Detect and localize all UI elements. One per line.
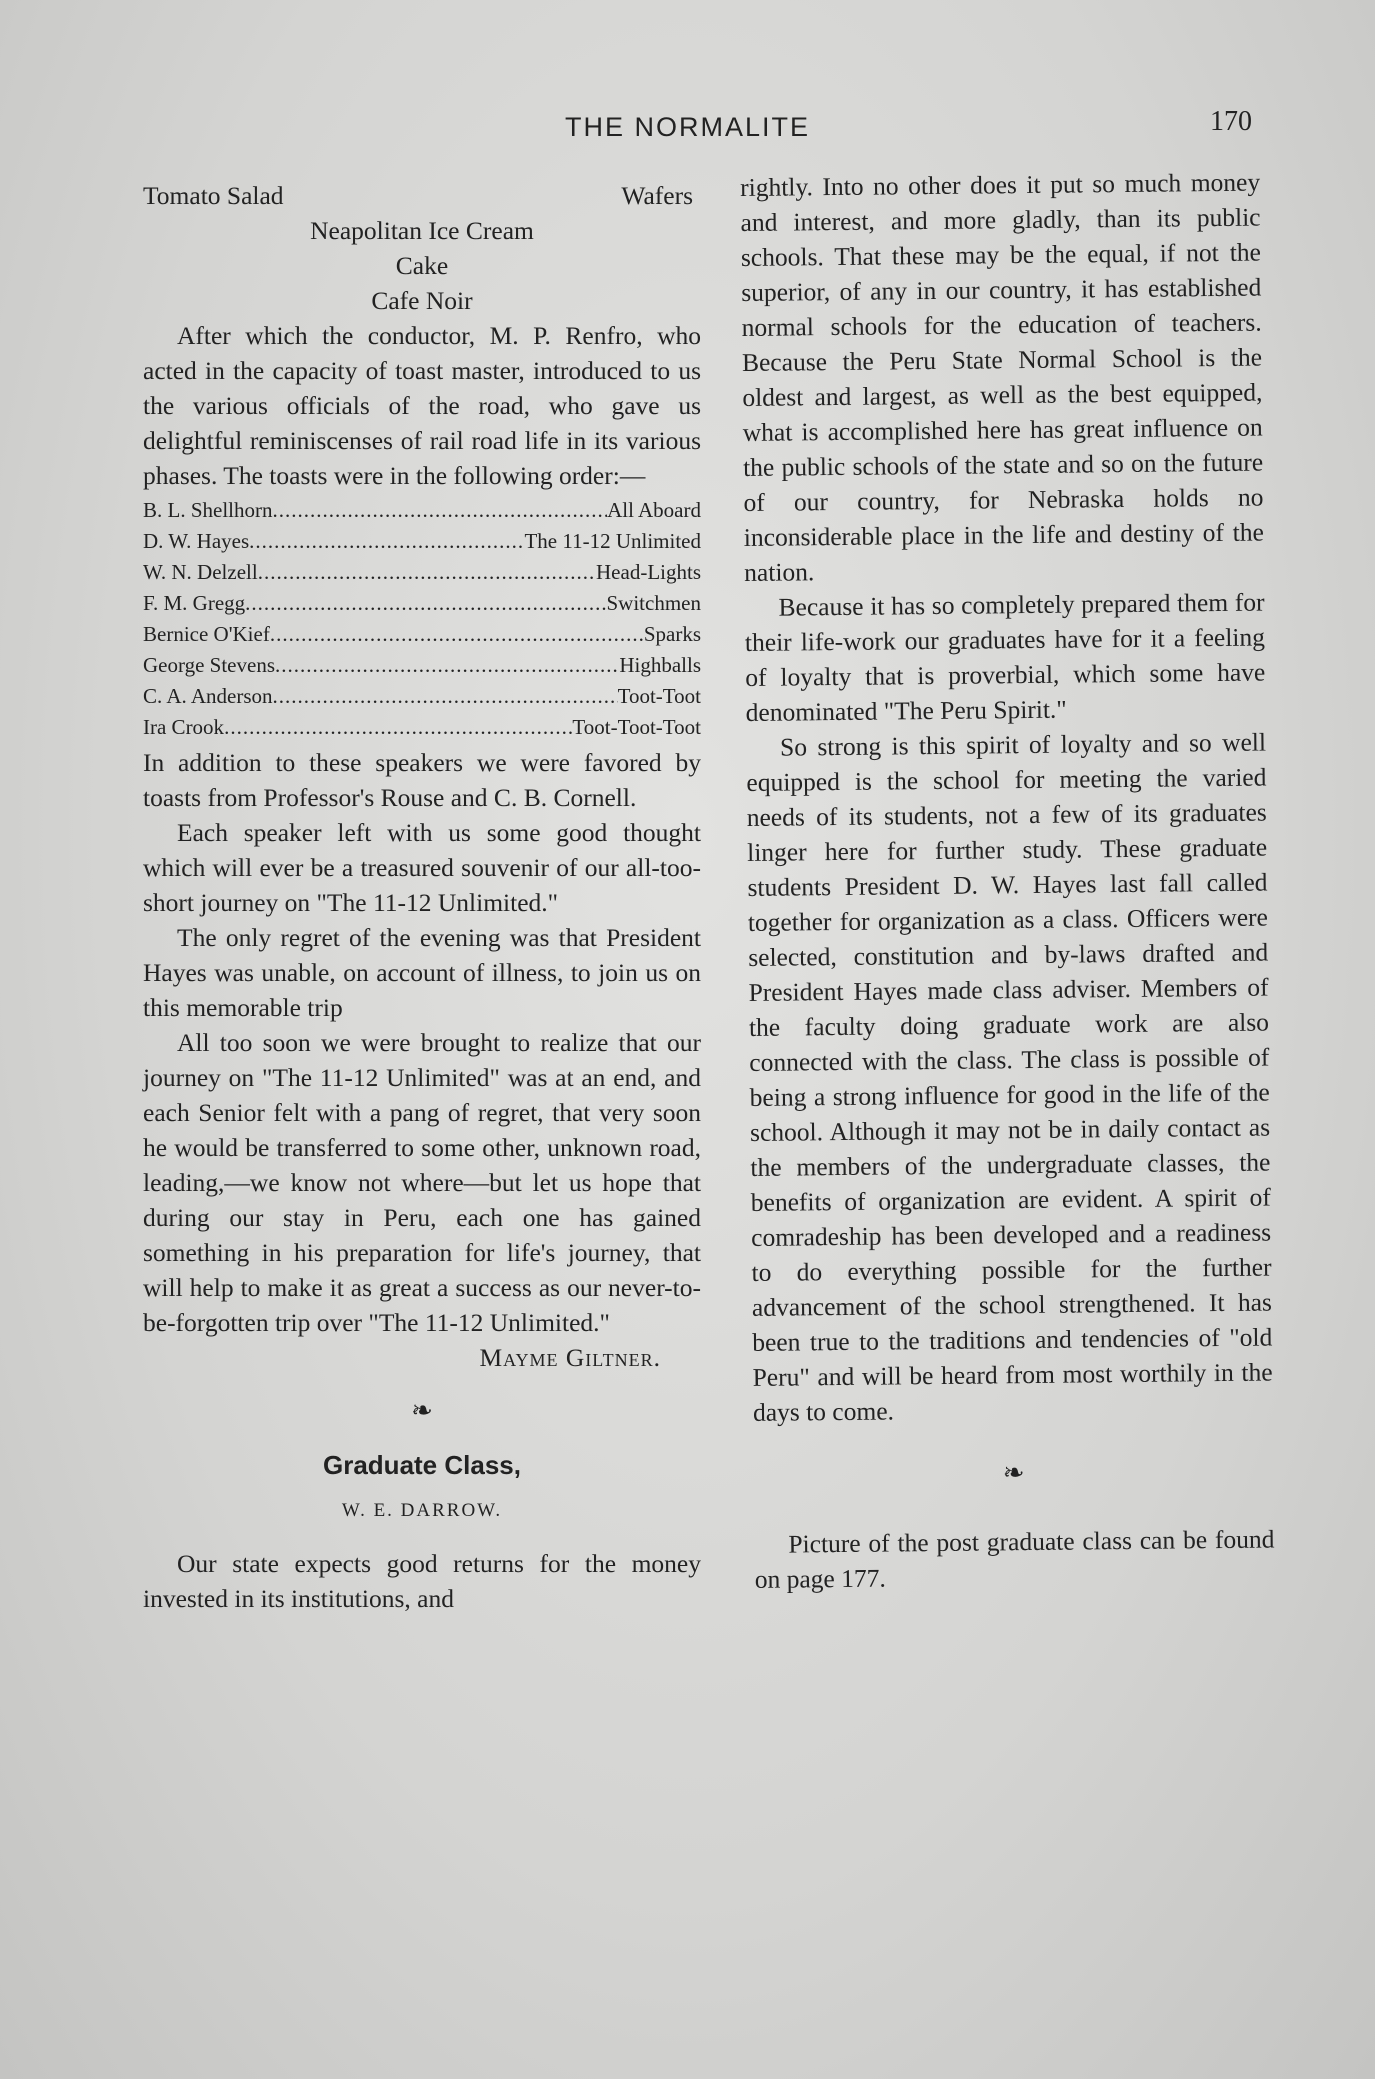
toast-row <box>143 712 701 743</box>
toast-title: Sparks <box>643 622 701 646</box>
paragraph: Because it has so completely prepared them for their life-work our graduates have for it a feeling of loyalty that is proverbial, which some have denominated "The Peru Spirit." <box>744 587 1266 727</box>
toast-speaker: D. W. Hayes <box>143 529 250 553</box>
toast-title: Switchmen <box>606 591 701 615</box>
toast-list <box>143 495 701 743</box>
toast-row <box>143 681 701 712</box>
running-header: THE NORMALITE <box>564 112 811 142</box>
menu-row <box>143 178 701 213</box>
toast-speaker: Bernice O'Kief <box>143 622 270 646</box>
toast-row <box>143 495 701 526</box>
toast-row <box>143 588 701 619</box>
left-column <box>143 178 701 1616</box>
paragraph: rightly. Into no other does it put so much money and interest, and more gladly, than its public schools. That these may be the equal, if not the superior, of any in our country, it has established normal schools for the education of teachers. Because the Peru State Normal School is the oldest and largest, as well as the best equipped, what is accomplished here has great influence on the public schools of the state and so on the future of our country, for Nebraska holds no inconsiderable place in the life and destiny of the nation. <box>740 167 1264 587</box>
paragraph: So strong is this spirit of loyalty and so well equipped is the school for meeting the varied needs of its students, not a few of its graduates linger here for further study. These graduate students President D. W. Hayes last fall called together for organization as a class. Officers were selected, constitution and by-laws drafted and President Hayes made class adviser. Members of the faculty doing graduate work are also connected with the class. The class is possible of being a strong influence for good in the life of the school. Although it may not be in daily contact as the members of the undergraduate classes, the benefits of organization are evident. A spirit of comradeship has been developed and a readiness to do everything possible for the further advancement of the school strengthened. It has been true to the traditions and tendencies of "old Peru" and will be heard from most worthily in the days to come. <box>746 727 1273 1427</box>
section-byline: W. E. DARROW. <box>341 1500 503 1521</box>
toast-row <box>143 619 701 650</box>
section-heading: Graduate Class, <box>323 1450 521 1480</box>
menu-item: Cake <box>395 251 449 280</box>
paragraph: Picture of the post graduate class can be found on page 177. <box>754 1524 1275 1594</box>
paragraph: Our state expects good returns for the money invested in its institutions, and <box>143 1549 701 1613</box>
toast-row <box>143 557 701 588</box>
paragraph: In addition to these speakers we were favored by toasts from Professor's Rouse and C. B. Cornell. <box>143 748 701 812</box>
fleuron-ornament: ❧ <box>411 1396 433 1425</box>
toast-row <box>143 526 701 557</box>
paragraph: The only regret of the evening was that President Hayes was unable, on account of illness, to join us on this memorable trip <box>143 923 701 1022</box>
menu-item: Cafe Noir <box>371 286 473 315</box>
paragraph: Each speaker left with us some good thought which will ever be a treasured souvenir of our all-too-short journey on "The 11-12 Unlimited." <box>143 818 701 917</box>
toast-title: Head-Lights <box>596 560 701 584</box>
toast-title: The 11-12 Unlimited <box>524 529 701 553</box>
paragraph: All too soon we were brought to realize that our journey on "The 11-12 Unlimited" was at an end, and each Senior felt with a pang of regret, that very soon he would be transferred to some other, unknown road, leading,—we know not where—but let us hope that during our stay in Peru, each one has gained something in his preparation for life's journey, that will help to make it as great a success as our never-to-be-forgotten trip over "The 11-12 Unlimited." <box>143 1028 701 1337</box>
toast-speaker: C. A. Anderson <box>143 684 273 708</box>
toast-speaker: W. N. Delzell <box>143 560 258 584</box>
toast-speaker: B. L. Shellhorn <box>143 498 273 522</box>
paragraph: After which the conductor, M. P. Renfro, who acted in the capacity of toast master, introduced to us the various officials of the road, who gave us delightful reminiscenses of rail road life in its various phases. The toasts were in the following order:— <box>143 321 701 490</box>
right-column <box>740 165 1275 1597</box>
toast-speaker: F. M. Gregg <box>143 591 246 615</box>
page-number: 170 <box>1210 106 1252 137</box>
menu-item: Tomato Salad <box>143 181 284 210</box>
author-signature: Mayme Giltner. <box>479 1343 661 1372</box>
toast-title: Toot-Toot-Toot <box>572 715 701 739</box>
toast-title: All Aboard <box>607 498 701 522</box>
menu-item: Wafers <box>621 181 693 210</box>
fleuron-ornament: ❧ <box>1002 1458 1025 1488</box>
toast-speaker: Ira Crook <box>143 715 225 739</box>
toast-row <box>143 650 701 681</box>
menu-item: Neapolitan Ice Cream <box>310 216 534 245</box>
toast-title: Highballs <box>619 653 701 677</box>
toast-speaker: George Stevens <box>143 653 275 677</box>
toast-title: Toot-Toot <box>617 684 701 708</box>
